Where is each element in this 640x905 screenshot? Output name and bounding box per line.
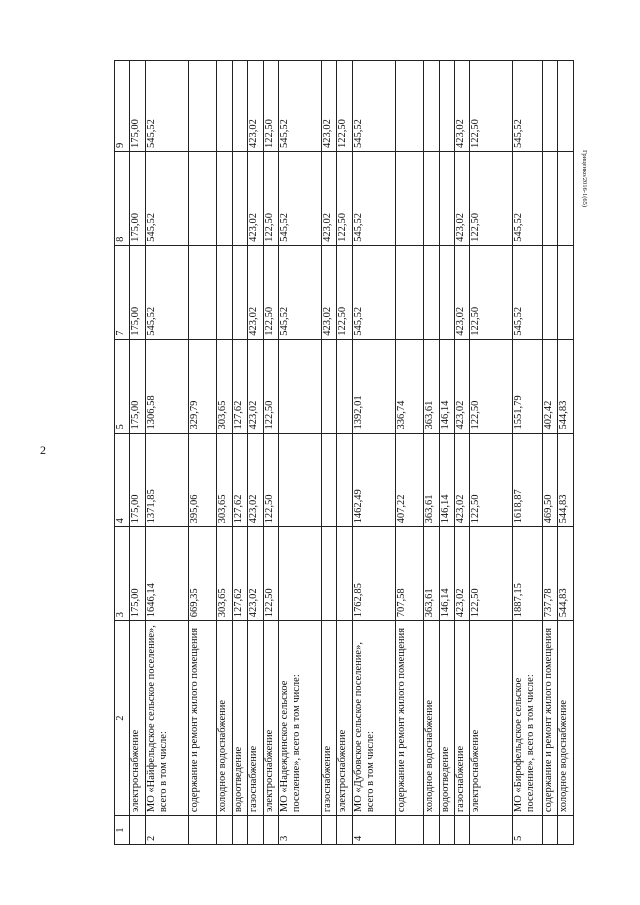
table-cell <box>279 527 322 621</box>
table-cell <box>558 816 574 845</box>
table-cell: 5 <box>513 816 543 845</box>
table-cell: электроснабжение <box>470 621 513 816</box>
table-row <box>558 61 574 845</box>
table-cell: 9 <box>115 61 130 152</box>
table-cell: 146,14 <box>439 433 454 527</box>
table-row <box>352 61 395 845</box>
table-cell: холодное водоснабжение <box>217 621 232 816</box>
table-cell: 469,50 <box>542 433 557 527</box>
table-cell <box>321 527 336 621</box>
table-row <box>395 61 424 845</box>
table-cell: 175,00 <box>130 339 145 433</box>
table-cell <box>217 245 232 339</box>
table-cell: водоотведение <box>439 621 454 816</box>
table-cell: 545,52 <box>352 61 395 152</box>
table-row <box>513 61 543 845</box>
table-cell: 395,06 <box>188 433 217 527</box>
table-cell: газоснабжение <box>321 621 336 816</box>
table-cell: 423,02 <box>454 527 469 621</box>
table-row <box>439 61 454 845</box>
table-cell: 303,65 <box>217 433 232 527</box>
table-cell: 4 <box>115 433 130 527</box>
table-cell: 175,00 <box>130 433 145 527</box>
table-cell: газоснабжение <box>248 621 263 816</box>
table-cell: 1646,14 <box>145 527 188 621</box>
table-cell: электроснабжение <box>263 621 278 816</box>
table-cell: 127,62 <box>232 527 247 621</box>
table-cell: 1371,85 <box>145 433 188 527</box>
table-cell: холодное водоснабжение <box>558 621 574 816</box>
table-cell: 122,50 <box>470 61 513 152</box>
table-cell: 146,14 <box>439 527 454 621</box>
table-cell: 303,65 <box>217 527 232 621</box>
table-cell: 545,52 <box>279 245 322 339</box>
table-cell: МО «Бирофельдское сельское поселение», всего в том числе: <box>513 621 543 816</box>
table-cell: 122,50 <box>337 245 352 339</box>
table-cell: 175,00 <box>130 61 145 152</box>
table-cell <box>279 433 322 527</box>
table-cell <box>337 339 352 433</box>
table-cell: 545,52 <box>513 245 543 339</box>
table-cell <box>558 61 574 152</box>
table-cell <box>470 816 513 845</box>
table-cell: 122,50 <box>470 339 513 433</box>
table-row <box>321 61 336 845</box>
table-cell <box>395 245 424 339</box>
table-header-row <box>115 61 130 845</box>
table-row <box>279 61 322 845</box>
table-row <box>424 61 439 845</box>
table-cell: 122,50 <box>263 527 278 621</box>
table-cell: 423,02 <box>248 245 263 339</box>
table-cell <box>337 433 352 527</box>
table-row <box>188 61 217 845</box>
table-cell: содержание и ремонт жилого помещения <box>542 621 557 816</box>
table-cell: 545,52 <box>279 152 322 246</box>
table-cell <box>263 816 278 845</box>
table-cell <box>188 816 217 845</box>
table-cell: 122,50 <box>263 245 278 339</box>
table-cell: 7 <box>115 245 130 339</box>
footer-code: Гриценко/2016-1(65) <box>581 150 588 208</box>
table-cell: 423,02 <box>454 61 469 152</box>
table-cell: 1306,58 <box>145 339 188 433</box>
table-row <box>130 61 145 845</box>
table-cell <box>188 245 217 339</box>
table-cell: МО «Дубовское сельское поселение», всего в том числе: <box>352 621 395 816</box>
table-cell: содержание и ремонт жилого помещения <box>188 621 217 816</box>
table-cell: 737,78 <box>542 527 557 621</box>
table-row <box>454 61 469 845</box>
table-cell: 363,61 <box>424 339 439 433</box>
table-cell <box>321 339 336 433</box>
table-cell <box>395 816 424 845</box>
table-cell: электроснабжение <box>337 621 352 816</box>
table-cell: 122,50 <box>470 152 513 246</box>
table-cell: 8 <box>115 152 130 246</box>
table-cell <box>232 61 247 152</box>
table-cell: 122,50 <box>263 61 278 152</box>
table-cell: 2 <box>115 621 130 816</box>
table-row <box>145 61 188 845</box>
table-cell: 545,52 <box>513 61 543 152</box>
table-cell: 544,83 <box>558 339 574 433</box>
table-cell: 1 <box>115 816 130 845</box>
table-cell: 1462,49 <box>352 433 395 527</box>
table-cell: 122,50 <box>263 339 278 433</box>
table-cell <box>337 816 352 845</box>
table-cell: 3 <box>279 816 322 845</box>
table-cell <box>558 152 574 246</box>
table-cell <box>217 61 232 152</box>
table-row <box>248 61 263 845</box>
table-cell <box>337 527 352 621</box>
table-cell <box>439 61 454 152</box>
table-cell <box>232 152 247 246</box>
table-cell: 5 <box>115 339 130 433</box>
table-cell <box>188 152 217 246</box>
table-cell: 175,00 <box>130 245 145 339</box>
table-cell <box>217 816 232 845</box>
table-cell: 127,62 <box>232 339 247 433</box>
table-cell: 545,52 <box>352 152 395 246</box>
table-cell <box>232 245 247 339</box>
table-cell: 423,02 <box>248 61 263 152</box>
table-cell <box>130 816 145 845</box>
table-cell: 175,00 <box>130 527 145 621</box>
table-cell: 423,02 <box>321 245 336 339</box>
table-cell: 1618,87 <box>513 433 543 527</box>
table-cell <box>424 245 439 339</box>
table-cell <box>232 816 247 845</box>
table-cell: 407,22 <box>395 433 424 527</box>
table-cell: 545,52 <box>145 152 188 246</box>
table-cell: 423,02 <box>248 152 263 246</box>
table-cell: 707,58 <box>395 527 424 621</box>
table-row <box>263 61 278 845</box>
table-cell: 423,02 <box>321 61 336 152</box>
table-row <box>542 61 557 845</box>
table-cell: 545,52 <box>145 61 188 152</box>
table-cell <box>542 152 557 246</box>
table-cell <box>439 245 454 339</box>
table-row <box>232 61 247 845</box>
table-cell <box>439 152 454 246</box>
table-cell <box>217 152 232 246</box>
table-cell <box>321 433 336 527</box>
table-cell: 423,02 <box>454 152 469 246</box>
tariff-table <box>114 60 574 845</box>
table-cell: 545,52 <box>279 61 322 152</box>
table-cell <box>542 245 557 339</box>
table-cell: 544,83 <box>558 527 574 621</box>
table-cell <box>321 816 336 845</box>
table-cell: 336,74 <box>395 339 424 433</box>
table-cell: 1762,85 <box>352 527 395 621</box>
table-row <box>217 61 232 845</box>
table-cell: 146,14 <box>439 339 454 433</box>
table-cell: 303,65 <box>217 339 232 433</box>
table-cell: содержание и ремонт жилого помещения <box>395 621 424 816</box>
table-row <box>470 61 513 845</box>
table-cell <box>542 61 557 152</box>
table-cell <box>395 61 424 152</box>
table-cell <box>279 339 322 433</box>
table-cell <box>424 152 439 246</box>
table-cell: 122,50 <box>337 152 352 246</box>
table-cell: 545,52 <box>352 245 395 339</box>
table-cell: 122,50 <box>263 152 278 246</box>
table-cell: 423,02 <box>248 527 263 621</box>
table-cell: 4 <box>352 816 395 845</box>
table-cell: МО «Надеждинское сельское поселение», всего в том числе: <box>279 621 322 816</box>
table-cell: 1551,79 <box>513 339 543 433</box>
table-cell: 545,52 <box>513 152 543 246</box>
table-cell: 1887,15 <box>513 527 543 621</box>
table-cell: 423,02 <box>248 339 263 433</box>
table-cell: 544,83 <box>558 433 574 527</box>
table-cell: 402,42 <box>542 339 557 433</box>
table-cell <box>454 816 469 845</box>
tariff-table-rotated <box>114 60 574 845</box>
table-cell <box>558 245 574 339</box>
table-cell <box>424 816 439 845</box>
table-cell: 669,35 <box>188 527 217 621</box>
table-cell: 363,61 <box>424 433 439 527</box>
table-cell: 122,50 <box>470 433 513 527</box>
table-cell <box>248 816 263 845</box>
table-cell: 329,79 <box>188 339 217 433</box>
table-cell <box>424 61 439 152</box>
table-cell: 3 <box>115 527 130 621</box>
table-cell: водоотведение <box>232 621 247 816</box>
table-cell: холодное водоснабжение <box>424 621 439 816</box>
table-cell: 423,02 <box>454 339 469 433</box>
table-cell <box>439 816 454 845</box>
table-cell: 127,62 <box>232 433 247 527</box>
table-cell: 423,02 <box>454 245 469 339</box>
table-cell <box>395 152 424 246</box>
table-cell: 122,50 <box>337 61 352 152</box>
table-cell <box>188 61 217 152</box>
table-cell: 423,02 <box>248 433 263 527</box>
table-cell: 2 <box>145 816 188 845</box>
table-cell: 1392,01 <box>352 339 395 433</box>
table-cell: МО «Найфельдское сельское поселение», всего в том числе: <box>145 621 188 816</box>
table-cell: 545,52 <box>145 245 188 339</box>
page-number: 2 <box>40 443 46 457</box>
table-cell: 423,02 <box>321 152 336 246</box>
table-cell: 423,02 <box>454 433 469 527</box>
table-row <box>337 61 352 845</box>
table-cell: 122,50 <box>263 433 278 527</box>
table-cell: электроснабжение <box>130 621 145 816</box>
table-cell: газоснабжение <box>454 621 469 816</box>
table-cell: 122,50 <box>470 245 513 339</box>
table-cell: 175,00 <box>130 152 145 246</box>
table-cell: 122,50 <box>470 527 513 621</box>
table-cell <box>542 816 557 845</box>
table-cell: 363,61 <box>424 527 439 621</box>
